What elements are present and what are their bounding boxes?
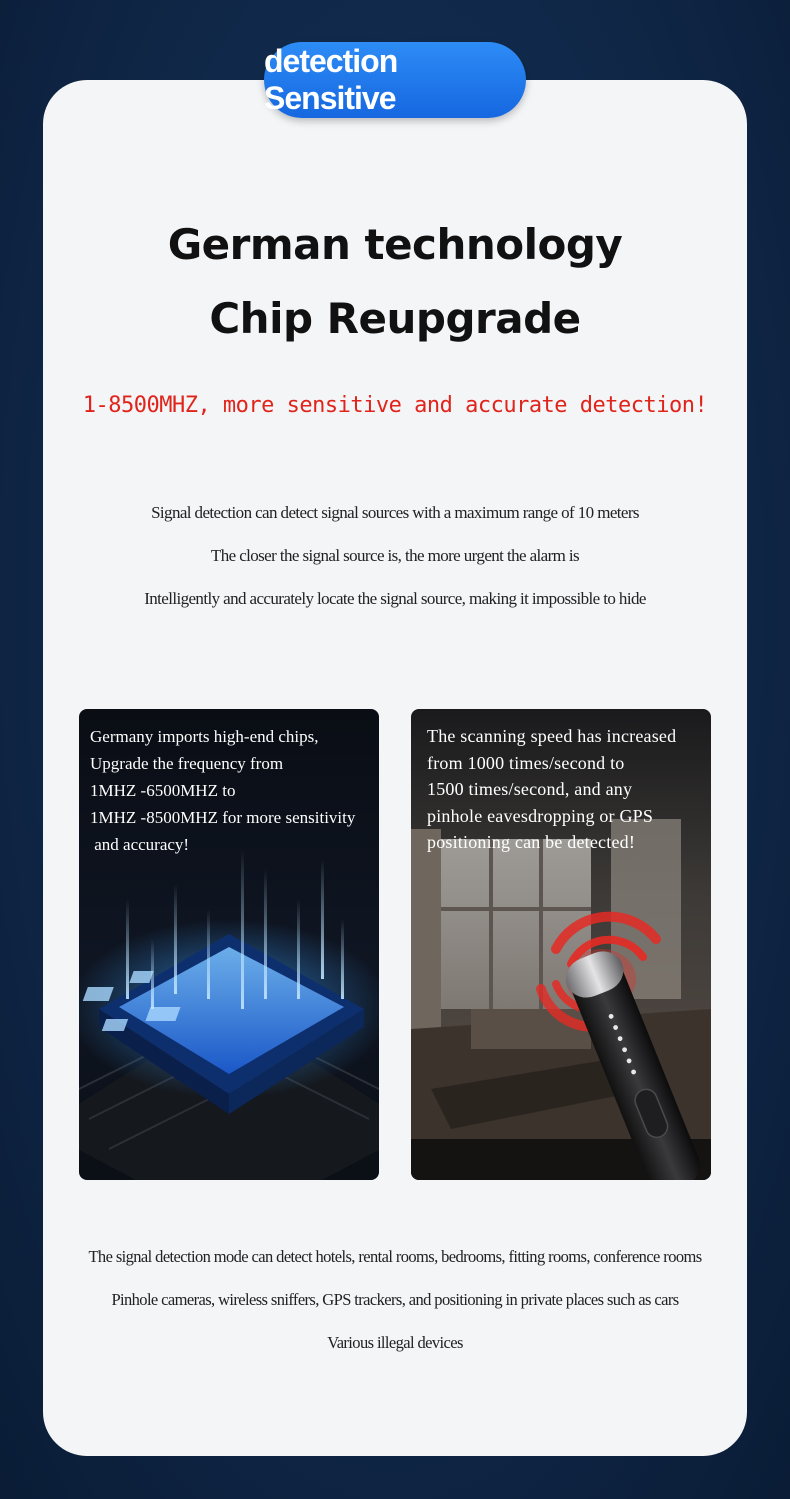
intro-line-2: The closer the signal source is, the more urgent the alarm is xyxy=(210,546,580,565)
intro-line-1: Signal detection can detect signal sources with a maximum range of 10 meters xyxy=(151,503,639,522)
speed-text-line: The scanning speed has increased xyxy=(427,726,677,746)
chip-text-line: 1MHZ -8500MHZ for more sensitivity xyxy=(90,808,356,827)
speed-text-line: from 1000 times/second to xyxy=(427,752,625,773)
chip-text-line: Upgrade the frequency from xyxy=(90,754,284,773)
chip-text-line: and accuracy! xyxy=(90,835,190,854)
chip-panel xyxy=(79,709,379,1180)
headline-line-2: Chip Reupgrade xyxy=(209,294,581,343)
badge-label: detection Sensitive xyxy=(264,43,398,116)
chip-text-line: Germany imports high-end chips, xyxy=(90,727,319,746)
room-panel xyxy=(411,709,711,1180)
speed-text-line: positioning can be detected! xyxy=(427,832,636,852)
chip-text-line: 1MHZ -6500MHZ to xyxy=(90,781,236,800)
speed-text-line: pinhole eavesdropping or GPS xyxy=(427,805,654,826)
chip-panel-text xyxy=(90,723,371,858)
speed-panel-text xyxy=(427,723,703,856)
headline-line-1: German technology xyxy=(167,220,623,269)
footer-line-1: The signal detection mode can detect hotels, rental rooms, bedrooms, fitting rooms, conference rooms xyxy=(88,1247,702,1266)
footer-line-3: Various illegal devices xyxy=(327,1333,463,1352)
intro-line-3: Intelligently and accurately locate the signal source, making it impossible to hide xyxy=(144,589,646,608)
footer-line-2: Pinhole cameras, wireless sniffers, GPS trackers, and positioning in private places such as cars xyxy=(111,1290,679,1309)
detection-sensitive-badge xyxy=(264,42,526,118)
speed-text-line: 1500 times/second, and any xyxy=(427,779,633,799)
frequency-highlight: 1-8500MHZ, more sensitive and accurate detection! xyxy=(82,393,708,418)
